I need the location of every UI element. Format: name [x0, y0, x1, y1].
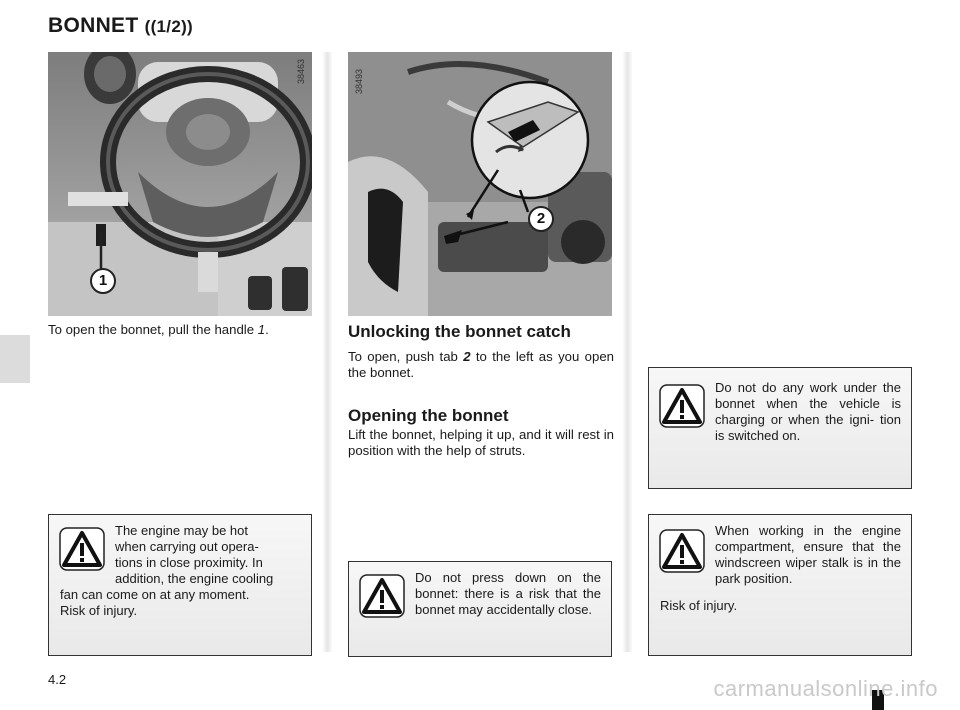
warning-engine-hot-lines [115, 523, 301, 587]
page-number: 4.2 [48, 672, 67, 687]
open-instructions: Lift the bonnet, helping it up, and it will rest in position with the help of struts. [348, 427, 614, 458]
warning-box-charging [648, 367, 912, 489]
callout-1: 1 [90, 268, 116, 294]
warning-triangle-icon [659, 529, 705, 573]
warning-charging-text: Do not do any work under the bonnet when the vehicle is charging or when the igni- tion is switched on. [715, 380, 901, 443]
unlock-text-end: to the left as you open the bonnet. [348, 349, 615, 380]
warning-wiper-risk: Risk of injury. [660, 598, 738, 613]
warning-line: when carrying out opera- [115, 539, 259, 554]
title-part-text: (1/2) [150, 17, 188, 36]
handle-caption [48, 322, 318, 338]
engine-bay-illustration [348, 52, 612, 316]
handle-caption-ref: 1 [257, 322, 266, 337]
warning-triangle-icon [59, 527, 105, 571]
title-main: BONNET [48, 14, 139, 37]
chapter-tab [0, 335, 30, 383]
callout-2: 2 [528, 206, 554, 232]
photo-code-left: 38463 [296, 58, 306, 84]
warning-box-engine-hot [48, 514, 312, 656]
handle-caption-end: . [265, 322, 269, 337]
engine-bay-photo [348, 52, 612, 316]
warning-line: addition, the engine cooling [115, 571, 274, 586]
heading-opening: Opening the bonnet [348, 406, 509, 425]
warning-triangle-icon [659, 384, 705, 428]
steering-wheel-illustration [48, 52, 312, 316]
unlock-text: To open, push tab [348, 349, 464, 364]
photo-code-right: 38493 [354, 68, 364, 94]
handle-caption-text: To open the bonnet, pull the handle [48, 322, 258, 337]
heading-unlocking: Unlocking the bonnet catch [348, 322, 571, 341]
page-title [48, 14, 193, 38]
warning-box-do-not-press [348, 561, 612, 657]
warning-box-wiper [648, 514, 912, 656]
warning-do-not-press-text: Do not press down on the bonnet: there is a risk that the bonnet may accidentally close. [415, 570, 601, 617]
column-separator-right [623, 52, 632, 652]
warning-line: The engine may be hot [115, 523, 248, 538]
unlock-ref: 2 [463, 349, 471, 364]
title-part: ((1/2)) [144, 17, 194, 36]
unlock-instructions [348, 349, 614, 381]
column-separator-left [323, 52, 332, 652]
warning-line: tions in close proximity. In [115, 555, 263, 570]
warning-engine-hot-risk: Risk of injury. [60, 603, 138, 618]
warning-triangle-icon [359, 574, 405, 618]
steering-wheel-photo [48, 52, 312, 316]
warning-engine-hot-tail: fan can come on at any moment. [60, 587, 250, 602]
warning-wiper-text: When working in the engine compartment, ensure that the windscreen wiper stalk is in the park position. [715, 523, 901, 586]
watermark: carmanualsonline.info [713, 676, 938, 701]
